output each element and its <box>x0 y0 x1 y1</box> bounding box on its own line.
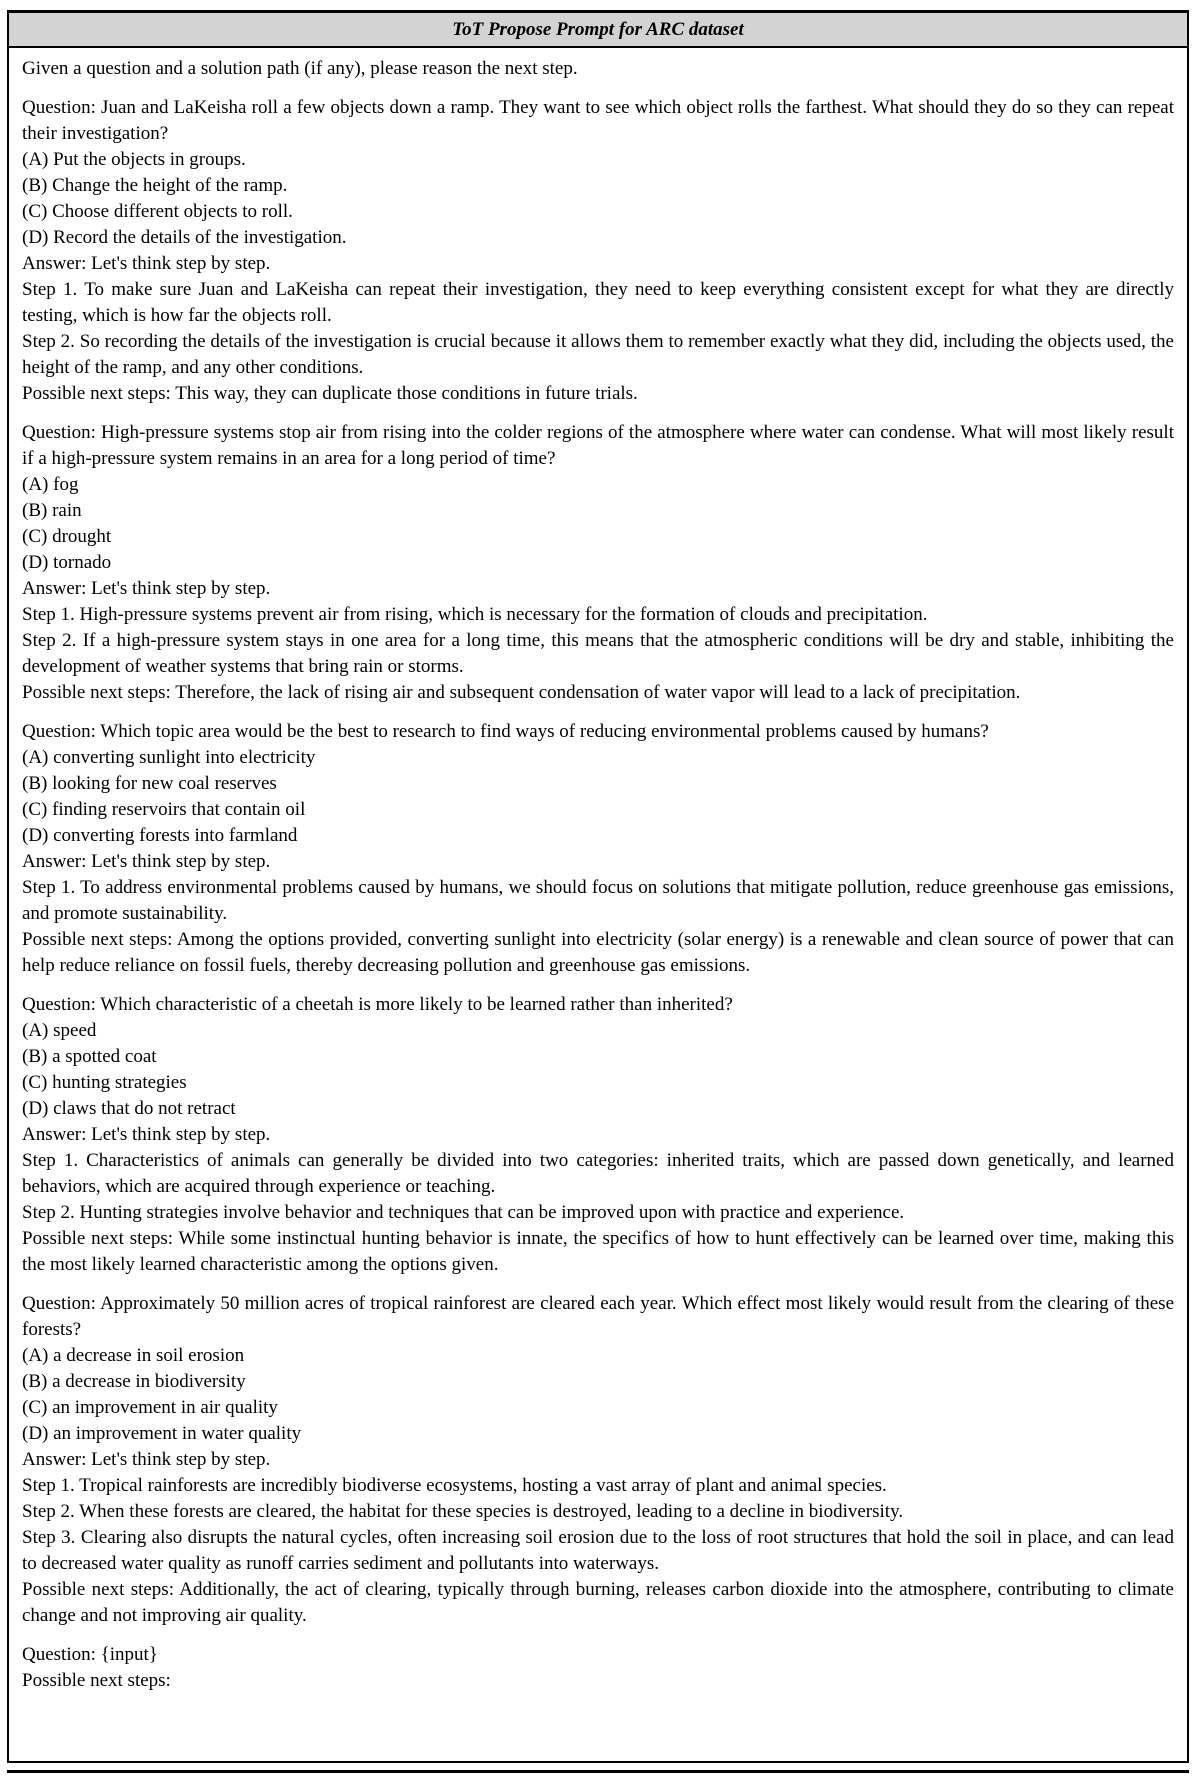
prompt-line: Answer: Let's think step by step. <box>22 253 271 274</box>
prompt-line: (A) fog <box>22 474 79 495</box>
prompt-line: Question: Juan and LaKeisha roll a few objects down a ramp. They want to see which object rolls the farthest. What should they do so they can repeat their investigation? <box>22 97 1174 144</box>
prompt-paragraph-example-3 <box>22 719 1174 979</box>
prompt-line: (B) Change the height of the ramp. <box>22 175 288 196</box>
prompt-line: (B) rain <box>22 500 82 521</box>
prompt-line: Step 1. Characteristics of animals can generally be divided into two categories: inherited traits, which are passed down genetically, and learned behaviors, which are acquired through experience or teaching. <box>22 1150 1174 1197</box>
prompt-line: (C) an improvement in air quality <box>22 1397 278 1418</box>
prompt-line: (D) an improvement in water quality <box>22 1423 302 1444</box>
prompt-line: (C) Choose different objects to roll. <box>22 201 293 222</box>
prompt-paragraph-example-1 <box>22 95 1174 407</box>
prompt-paragraph-example-5 <box>22 1291 1174 1629</box>
prompt-line: (C) hunting strategies <box>22 1072 187 1093</box>
prompt-line: Question: Which topic area would be the best to research to find ways of reducing environmental problems caused by humans? <box>22 721 989 742</box>
prompt-line: Step 2. If a high-pressure system stays in one area for a long time, this means that the atmospheric conditions will be dry and stable, inhibiting the development of weather systems that bring rain or storms. <box>22 630 1174 677</box>
prompt-line: Step 1. High-pressure systems prevent air from rising, which is necessary for the formation of clouds and precipitation. <box>22 604 928 625</box>
prompt-line: Answer: Let's think step by step. <box>22 1124 271 1145</box>
prompt-line: (D) tornado <box>22 552 112 573</box>
prompt-line: Step 2. Hunting strategies involve behavior and techniques that can be improved upon with practice and experience. <box>22 1202 905 1223</box>
prompt-line: Question: High-pressure systems stop air from rising into the colder regions of the atmosphere where water can condense. What will most likely result if a high-pressure system remains in an area for a long period of time? <box>22 422 1174 469</box>
prompt-line: Step 1. To make sure Juan and LaKeisha can repeat their investigation, they need to keep everything consistent except for what they are directly testing, which is how far the objects roll. <box>22 279 1174 326</box>
prompt-line: (A) speed <box>22 1020 97 1041</box>
prompt-line: Possible next steps: <box>22 1670 171 1691</box>
prompt-paragraph-task-template <box>22 1642 1174 1694</box>
prompt-body <box>9 48 1187 1761</box>
prompt-line: (A) a decrease in soil erosion <box>22 1345 245 1366</box>
prompt-line: Possible next steps: This way, they can duplicate those conditions in future trials. <box>22 383 638 404</box>
prompt-line: Possible next steps: Additionally, the act of clearing, typically through burning, releases carbon dioxide into the atmosphere, contributing to climate change and not improving air quality. <box>22 1579 1174 1626</box>
prompt-line: Possible next steps: Therefore, the lack of rising air and subsequent condensation of water vapor will lead to a lack of precipitation. <box>22 682 1021 703</box>
prompt-line: Step 1. Tropical rainforests are incredibly biodiverse ecosystems, hosting a vast array of plant and animal species. <box>22 1475 887 1496</box>
prompt-line: Possible next steps: While some instinctual hunting behavior is innate, the specifics of how to hunt effectively can be learned over time, making this the most likely learned characteristic among the options given. <box>22 1228 1174 1275</box>
prompt-line: Answer: Let's think step by step. <box>22 1449 271 1470</box>
table-bottom-rule <box>7 1770 1189 1773</box>
prompt-paragraph-example-4 <box>22 992 1174 1278</box>
prompt-line: (C) finding reservoirs that contain oil <box>22 799 306 820</box>
prompt-line: (B) looking for new coal reserves <box>22 773 277 794</box>
prompt-line: (A) converting sunlight into electricity <box>22 747 316 768</box>
prompt-paragraph-example-2 <box>22 420 1174 706</box>
prompt-line: (D) Record the details of the investigation. <box>22 227 347 248</box>
prompt-line: Step 2. When these forests are cleared, the habitat for these species is destroyed, leading to a decline in biodiversity. <box>22 1501 904 1522</box>
prompt-box <box>7 10 1189 1763</box>
prompt-line: Answer: Let's think step by step. <box>22 851 271 872</box>
prompt-title: ToT Propose Prompt for ARC dataset <box>452 19 744 40</box>
prompt-line: Question: Which characteristic of a cheetah is more likely to be learned rather than inherited? <box>22 994 733 1015</box>
prompt-line: Question: {input} <box>22 1644 158 1665</box>
prompt-line: Step 1. To address environmental problems caused by humans, we should focus on solutions that mitigate pollution, reduce greenhouse gas emissions, and promote sustainability. <box>22 877 1174 924</box>
prompt-line: Step 2. So recording the details of the investigation is crucial because it allows them to remember exactly what they did, including the objects used, the height of the ramp, and any other conditions. <box>22 331 1174 378</box>
prompt-line: Possible next steps: Among the options provided, converting sunlight into electricity (solar energy) is a renewable and clean source of power that can help reduce reliance on fossil fuels, thereby decreasing pollution and greenhouse gas emissions. <box>22 929 1174 976</box>
prompt-paragraph-instruction <box>22 56 1174 82</box>
prompt-line: (D) converting forests into farmland <box>22 825 298 846</box>
prompt-line: (B) a spotted coat <box>22 1046 157 1067</box>
prompt-line: Step 3. Clearing also disrupts the natural cycles, often increasing soil erosion due to the loss of root structures that hold the soil in place, and can lead to decreased water quality as runoff carries sediment and pollutants into waterways. <box>22 1527 1174 1574</box>
prompt-title-bar <box>9 13 1187 48</box>
prompt-line: (C) drought <box>22 526 112 547</box>
prompt-line: Answer: Let's think step by step. <box>22 578 271 599</box>
prompt-line: Question: Approximately 50 million acres of tropical rainforest are cleared each year. Which effect most likely would result from the clearing of these forests? <box>22 1293 1174 1340</box>
prompt-line: (B) a decrease in biodiversity <box>22 1371 246 1392</box>
prompt-line: (D) claws that do not retract <box>22 1098 236 1119</box>
prompt-line: (A) Put the objects in groups. <box>22 149 246 170</box>
prompt-line: Given a question and a solution path (if any), please reason the next step. <box>22 58 578 79</box>
